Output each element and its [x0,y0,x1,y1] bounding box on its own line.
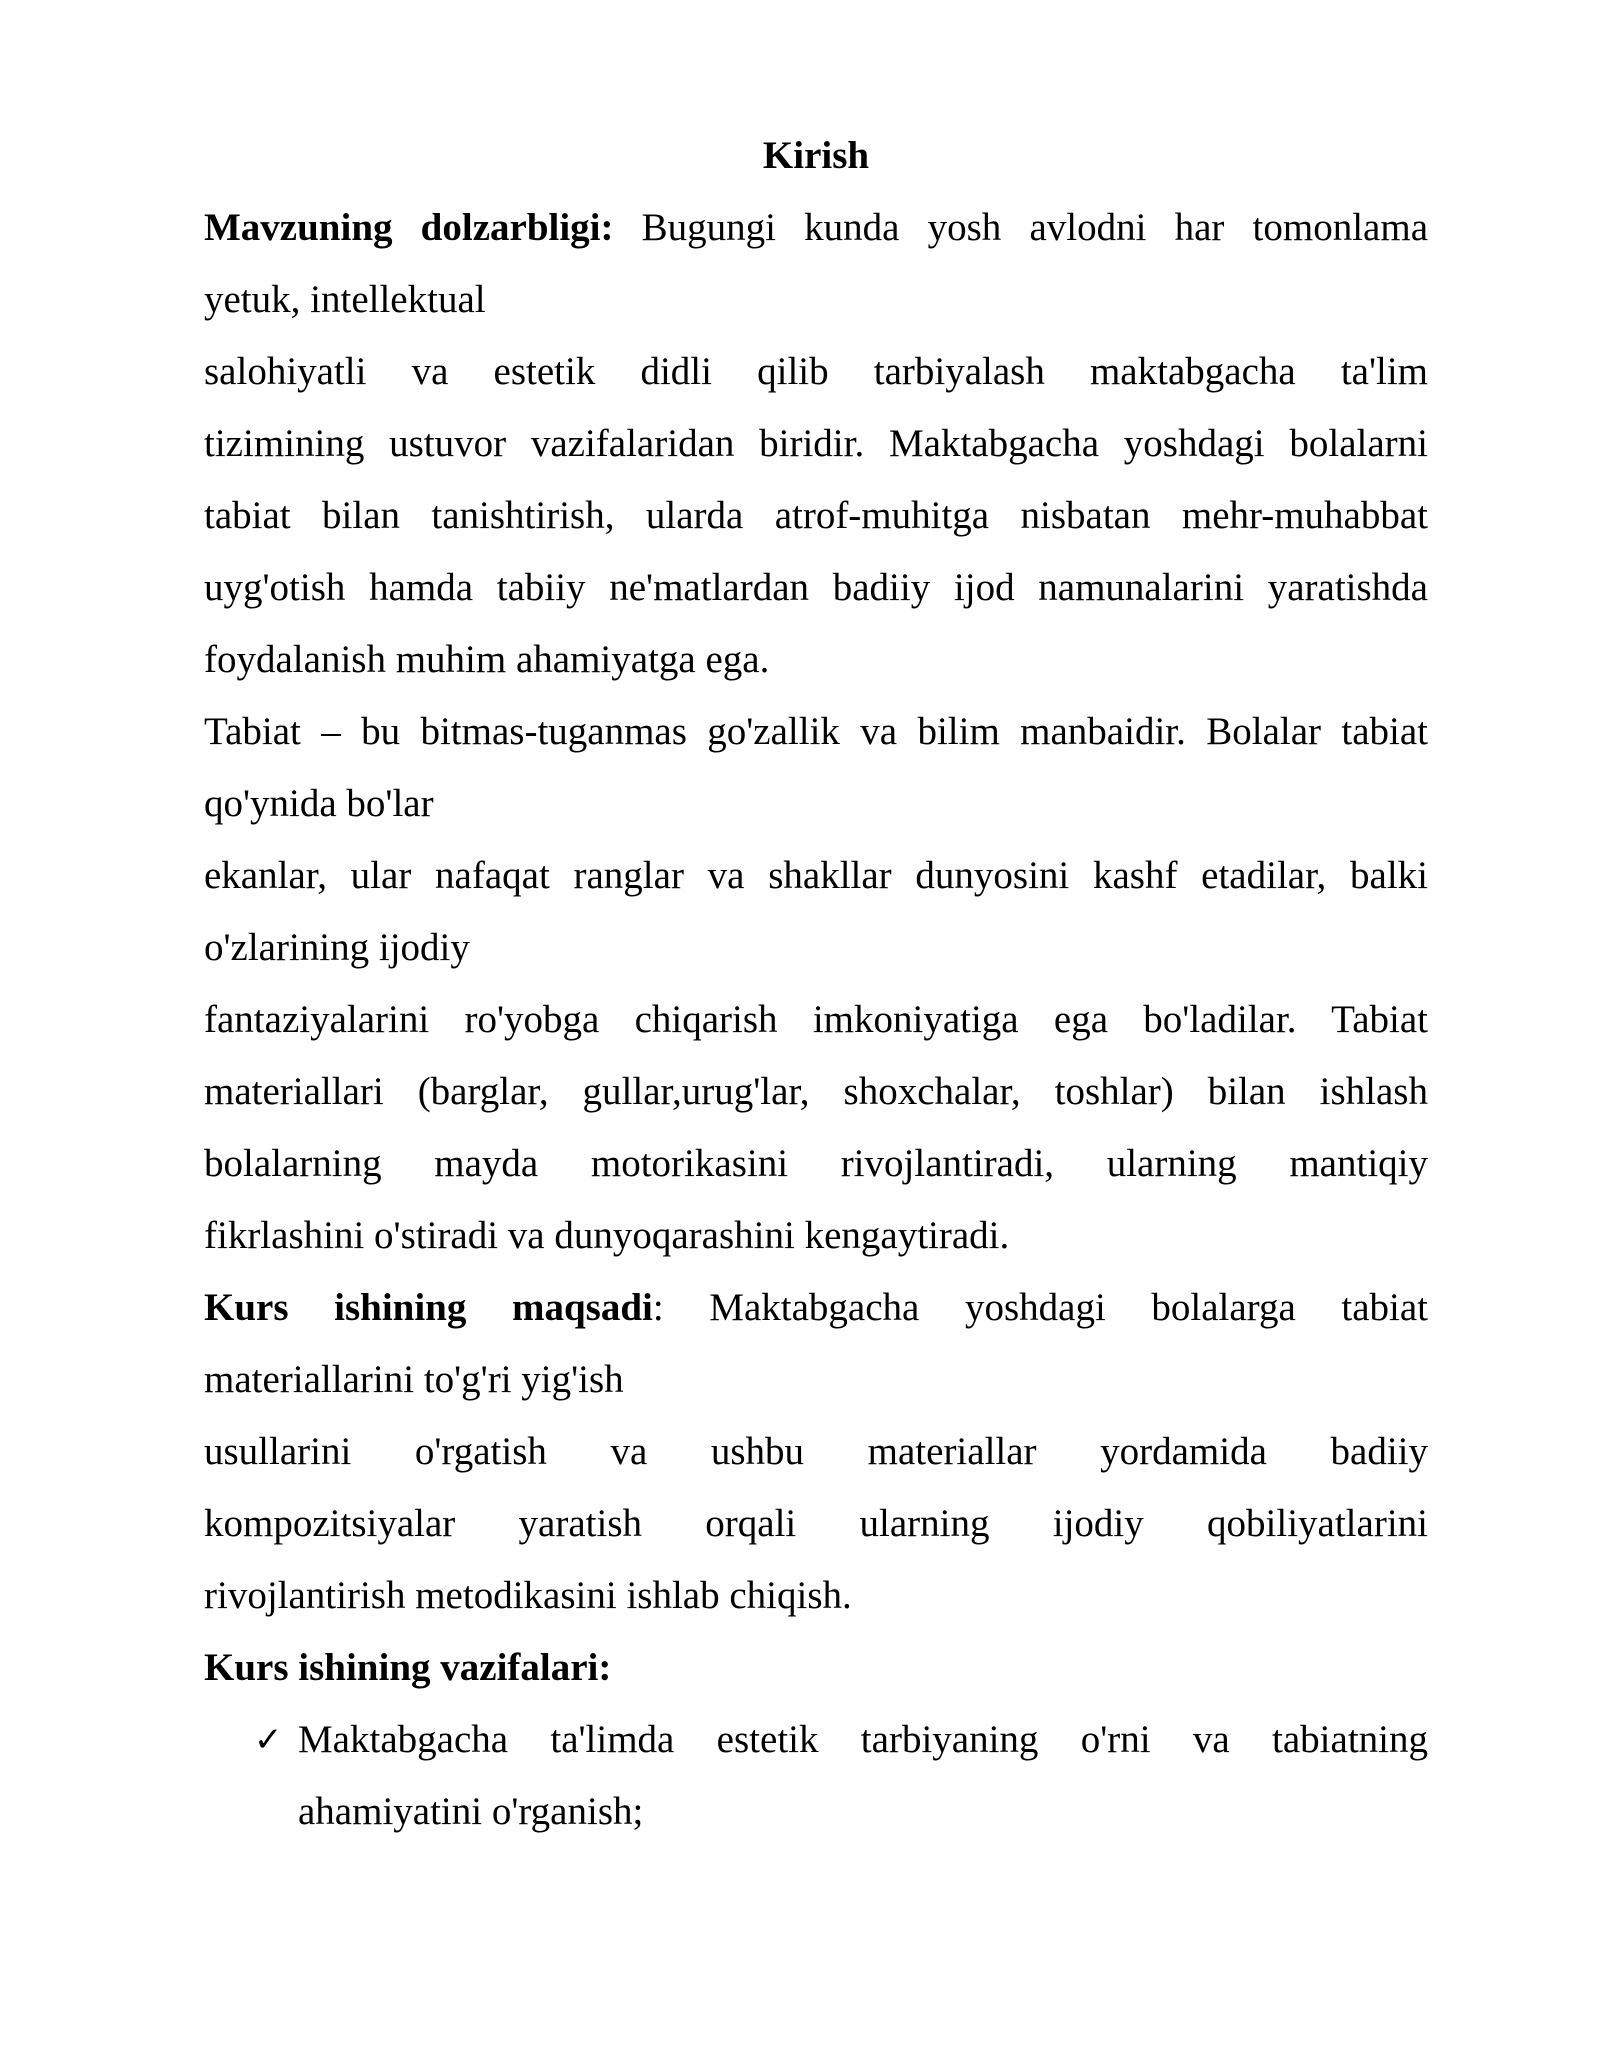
paragraph-line: qo'ynida bo'lar [204,782,434,825]
checkmark-icon: ✓ [254,1720,283,1760]
document-body [204,120,1428,1848]
paragraph-line: bolalarning mayda motorikasini rivojlantiradi, ularning mantiqiy [204,1142,1428,1185]
section-label-relevance: Mavzuning dolzarbligi: [204,206,614,249]
paragraph-line: salohiyatli va estetik didli qilib tarbiyalash maktabgacha ta'lim [204,350,1428,393]
paragraph-line: kompozitsiyalar yaratish orqali ularning ijodiy qobiliyatlarini [204,1502,1428,1545]
paragraph-line: tizimining ustuvor vazifalaridan biridir. Maktabgacha yoshdagi bolalarni [204,422,1428,465]
list-item-line: Maktabgacha ta'limda estetik tarbiyaning o'rni va tabiatning [298,1718,1428,1761]
paragraph-line: materiallari (barglar, gullar,urug'lar, shoxchalar, toshlar) bilan ishlash [204,1070,1428,1113]
section-heading-tasks: Kurs ishining vazifalari: [204,1646,612,1689]
page-title: Kirish [762,134,870,177]
paragraph-line [204,1272,1428,1344]
paragraph-line: foydalanish muhim ahamiyatga ega. [204,638,770,681]
paragraph-line: fantaziyalarini ro'yobga chiqarish imkoniyatiga ega bo'ladilar. Tabiat [204,998,1428,1041]
list-item [204,1704,1428,1848]
paragraph-line: Tabiat – bu bitmas-tuganmas go'zallik va bilim manbaidir. Bolalar tabiat [204,710,1428,753]
paragraph-line: ekanlar, ular nafaqat ranglar va shakllar dunyosini kashf etadilar, balki [204,854,1428,897]
section-label-goal: Kurs ishining maqsadi [204,1286,653,1329]
paragraph-line: materiallarini to'g'ri yig'ish [204,1358,624,1401]
paragraph-text: : Maktabgacha yoshdagi bolalarga tabiat [652,1286,1428,1329]
paragraph-line [204,192,1428,264]
paragraph-line: fikrlashini o'stiradi va dunyoqarashini kengaytiradi. [204,1214,1010,1257]
paragraph-line: o'zlarining ijodiy [204,926,470,969]
list-item-line: ahamiyatini o'rganish; [298,1790,644,1833]
paragraph-line: usullarini o'rgatish va ushbu materiallar yordamida badiiy [204,1430,1428,1473]
paragraph-line: rivojlantirish metodikasini ishlab chiqish. [204,1574,852,1617]
paragraph-line: uyg'otish hamda tabiiy ne'matlardan badiiy ijod namunalarini yaratishda [204,566,1428,609]
paragraph-text: Bugungi kunda yosh avlodni har tomonlama [613,206,1428,249]
paragraph-line: tabiat bilan tanishtirish, ularda atrof-muhitga nisbatan mehr-muhabbat [204,494,1428,537]
paragraph-line: yetuk, intellektual [204,278,486,321]
